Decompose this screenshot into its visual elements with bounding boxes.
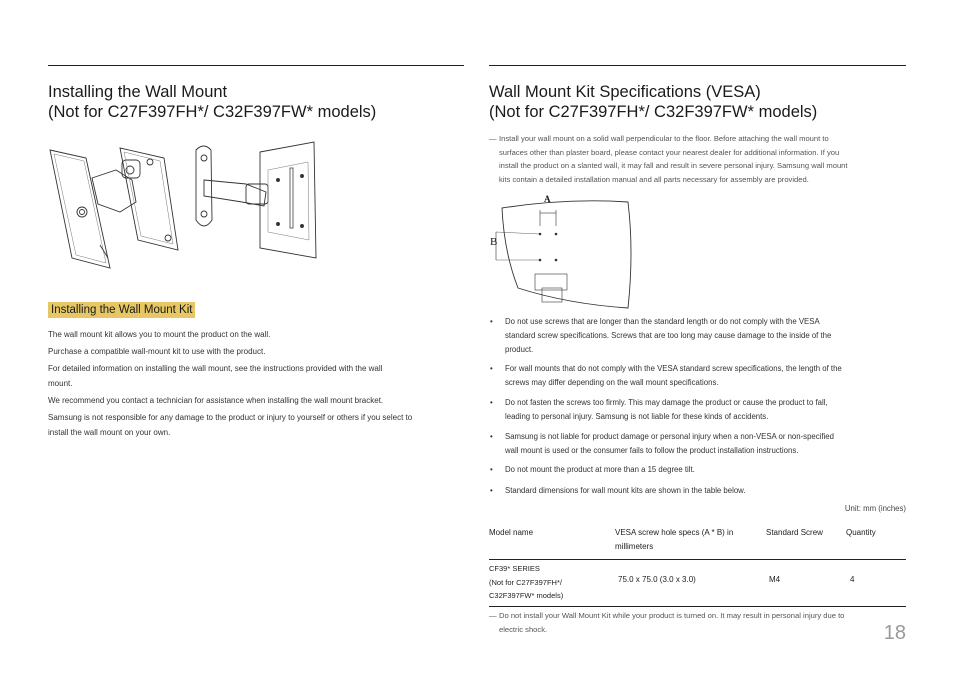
footnote-line: electric shock. [499, 625, 548, 634]
bullet-item: • Standard dimensions for wall mount kits are shown in the table below. [505, 484, 746, 498]
wall-mount-illustration [46, 140, 321, 270]
bullet-line: wall mount is used or the consumer fails to follow the product installation instructions. [505, 446, 799, 455]
left-title-line2: (Not for C27F397FH*/ C32F397FW* models) [48, 103, 377, 121]
note-mark: ― [489, 134, 497, 143]
note-line: Install your wall mount on a solid wall perpendicular to the floor. Before attaching the wall mount to [499, 134, 829, 143]
table-bottom-rule [489, 606, 906, 607]
left-paragraph: Purchase a compatible wall-mount kit to use with the product. [48, 347, 266, 356]
table-header-vesa: VESA screw hole specs (A * B) in [615, 528, 734, 537]
table-cell-screw: M4 [769, 575, 781, 584]
footnote-mark: ― [489, 611, 497, 620]
right-title-line2: (Not for C27F397FH*/ C32F397FW* models) [489, 103, 818, 121]
left-title-line1: Installing the Wall Mount [48, 83, 228, 101]
bullet-line: Standard dimensions for wall mount kits are shown in the table below. [505, 486, 746, 495]
left-top-rule [48, 65, 464, 66]
bullet-line: standard screw specifications. Screws that are too long may cause damage to the inside of the [505, 331, 832, 340]
bullet-line: Do not use screws that are longer than the standard length or do not comply with the VESA [505, 317, 820, 326]
bullet-line: product. [505, 345, 534, 354]
bullet-item: • Samsung is not liable for product damage or personal injury when a non-VESA or non-specified wall mount is used or the consumer fails to follow the product installation instructions. [505, 430, 834, 458]
model-line: C32F397FW* models) [489, 591, 564, 600]
model-line: (Not for C27F397FH*/ [489, 577, 562, 587]
table-cell-vesa: 75.0 x 75.0 (3.0 x 3.0) [618, 575, 696, 584]
vesa-monitor-diagram [488, 192, 636, 314]
note-line: surfaces other than plaster board, please contact your nearest dealer for additional information. If you [499, 148, 840, 157]
note-line: install the product on a slanted wall, it may fall and result in severe personal injury. Samsung wall mount [499, 161, 848, 170]
table-cell-quantity: 4 [850, 575, 855, 584]
left-paragraph: mount. [48, 379, 73, 388]
left-paragraph: For detailed information on installing the wall mount, see the instructions provided with the wall [48, 364, 383, 373]
bullet-item: • For wall mounts that do not comply with the VESA standard screw specifications, the length of the screws may differ depending on the wall mount specifications. [505, 362, 842, 390]
bullet-line: screws may differ depending on the wall mount specifications. [505, 378, 719, 387]
left-paragraph: The wall mount kit allows you to mount the product on the wall. [48, 330, 271, 339]
table-header-rule [489, 559, 906, 560]
bullet-line: For wall mounts that do not comply with the VESA standard screw specifications, the length of the [505, 364, 842, 373]
left-paragraph: install the wall mount on your own. [48, 428, 171, 437]
diagram-label-a: A [544, 194, 551, 204]
table-header-screw: Standard Screw [766, 528, 823, 537]
bullet-item: • Do not use screws that are longer than the standard length or do not comply with the VESA standard screw specifications. Screws that are too long may cause damage to the inside of the product. [505, 315, 831, 357]
unit-label: Unit: mm (inches) [844, 504, 906, 513]
note-line: kits contain a detailed installation manual and all parts necessary for assembly are provided. [499, 175, 809, 184]
bullet-item: • Do not mount the product at more than a 15 degree tilt. [505, 463, 695, 477]
footnote-line: Do not install your Wall Mount Kit while your product is turned on. It may result in personal injury due to [499, 611, 845, 620]
bullet-line: leading to personal injury. Samsung is not liable for these kinds of accidents. [505, 412, 769, 421]
right-top-rule [489, 65, 906, 66]
table-header-model: Model name [489, 528, 534, 537]
table-header-vesa-2: millimeters [615, 542, 654, 551]
bullet-item: • Do not fasten the screws too firmly. This may damage the product or cause the product to fall, leading to personal injury. Samsung is not liable for these kinds of accidents. [505, 396, 828, 424]
table-header-quantity: Quantity [846, 528, 876, 537]
diagram-label-b: B [490, 236, 498, 248]
wall-mount-kit-subheading: Installing the Wall Mount Kit [48, 302, 195, 318]
bullet-line: Do not fasten the screws too firmly. This may damage the product or cause the product to fall, [505, 398, 828, 407]
left-paragraph: We recommend you contact a technician for assistance when installing the wall mount bracket. [48, 396, 384, 405]
bullet-line: Samsung is not liable for product damage or personal injury when a non-VESA or non-specified [505, 432, 834, 441]
left-paragraph: Samsung is not responsible for any damage to the product or injury to yourself or others if you select to [48, 413, 413, 422]
right-title-line1: Wall Mount Kit Specifications (VESA) [489, 83, 761, 101]
model-line: CF39* SERIES [489, 564, 540, 573]
page-number: 18 [883, 622, 906, 644]
table-row [489, 562, 563, 603]
bullet-line: Do not mount the product at more than a 15 degree tilt. [505, 465, 695, 474]
